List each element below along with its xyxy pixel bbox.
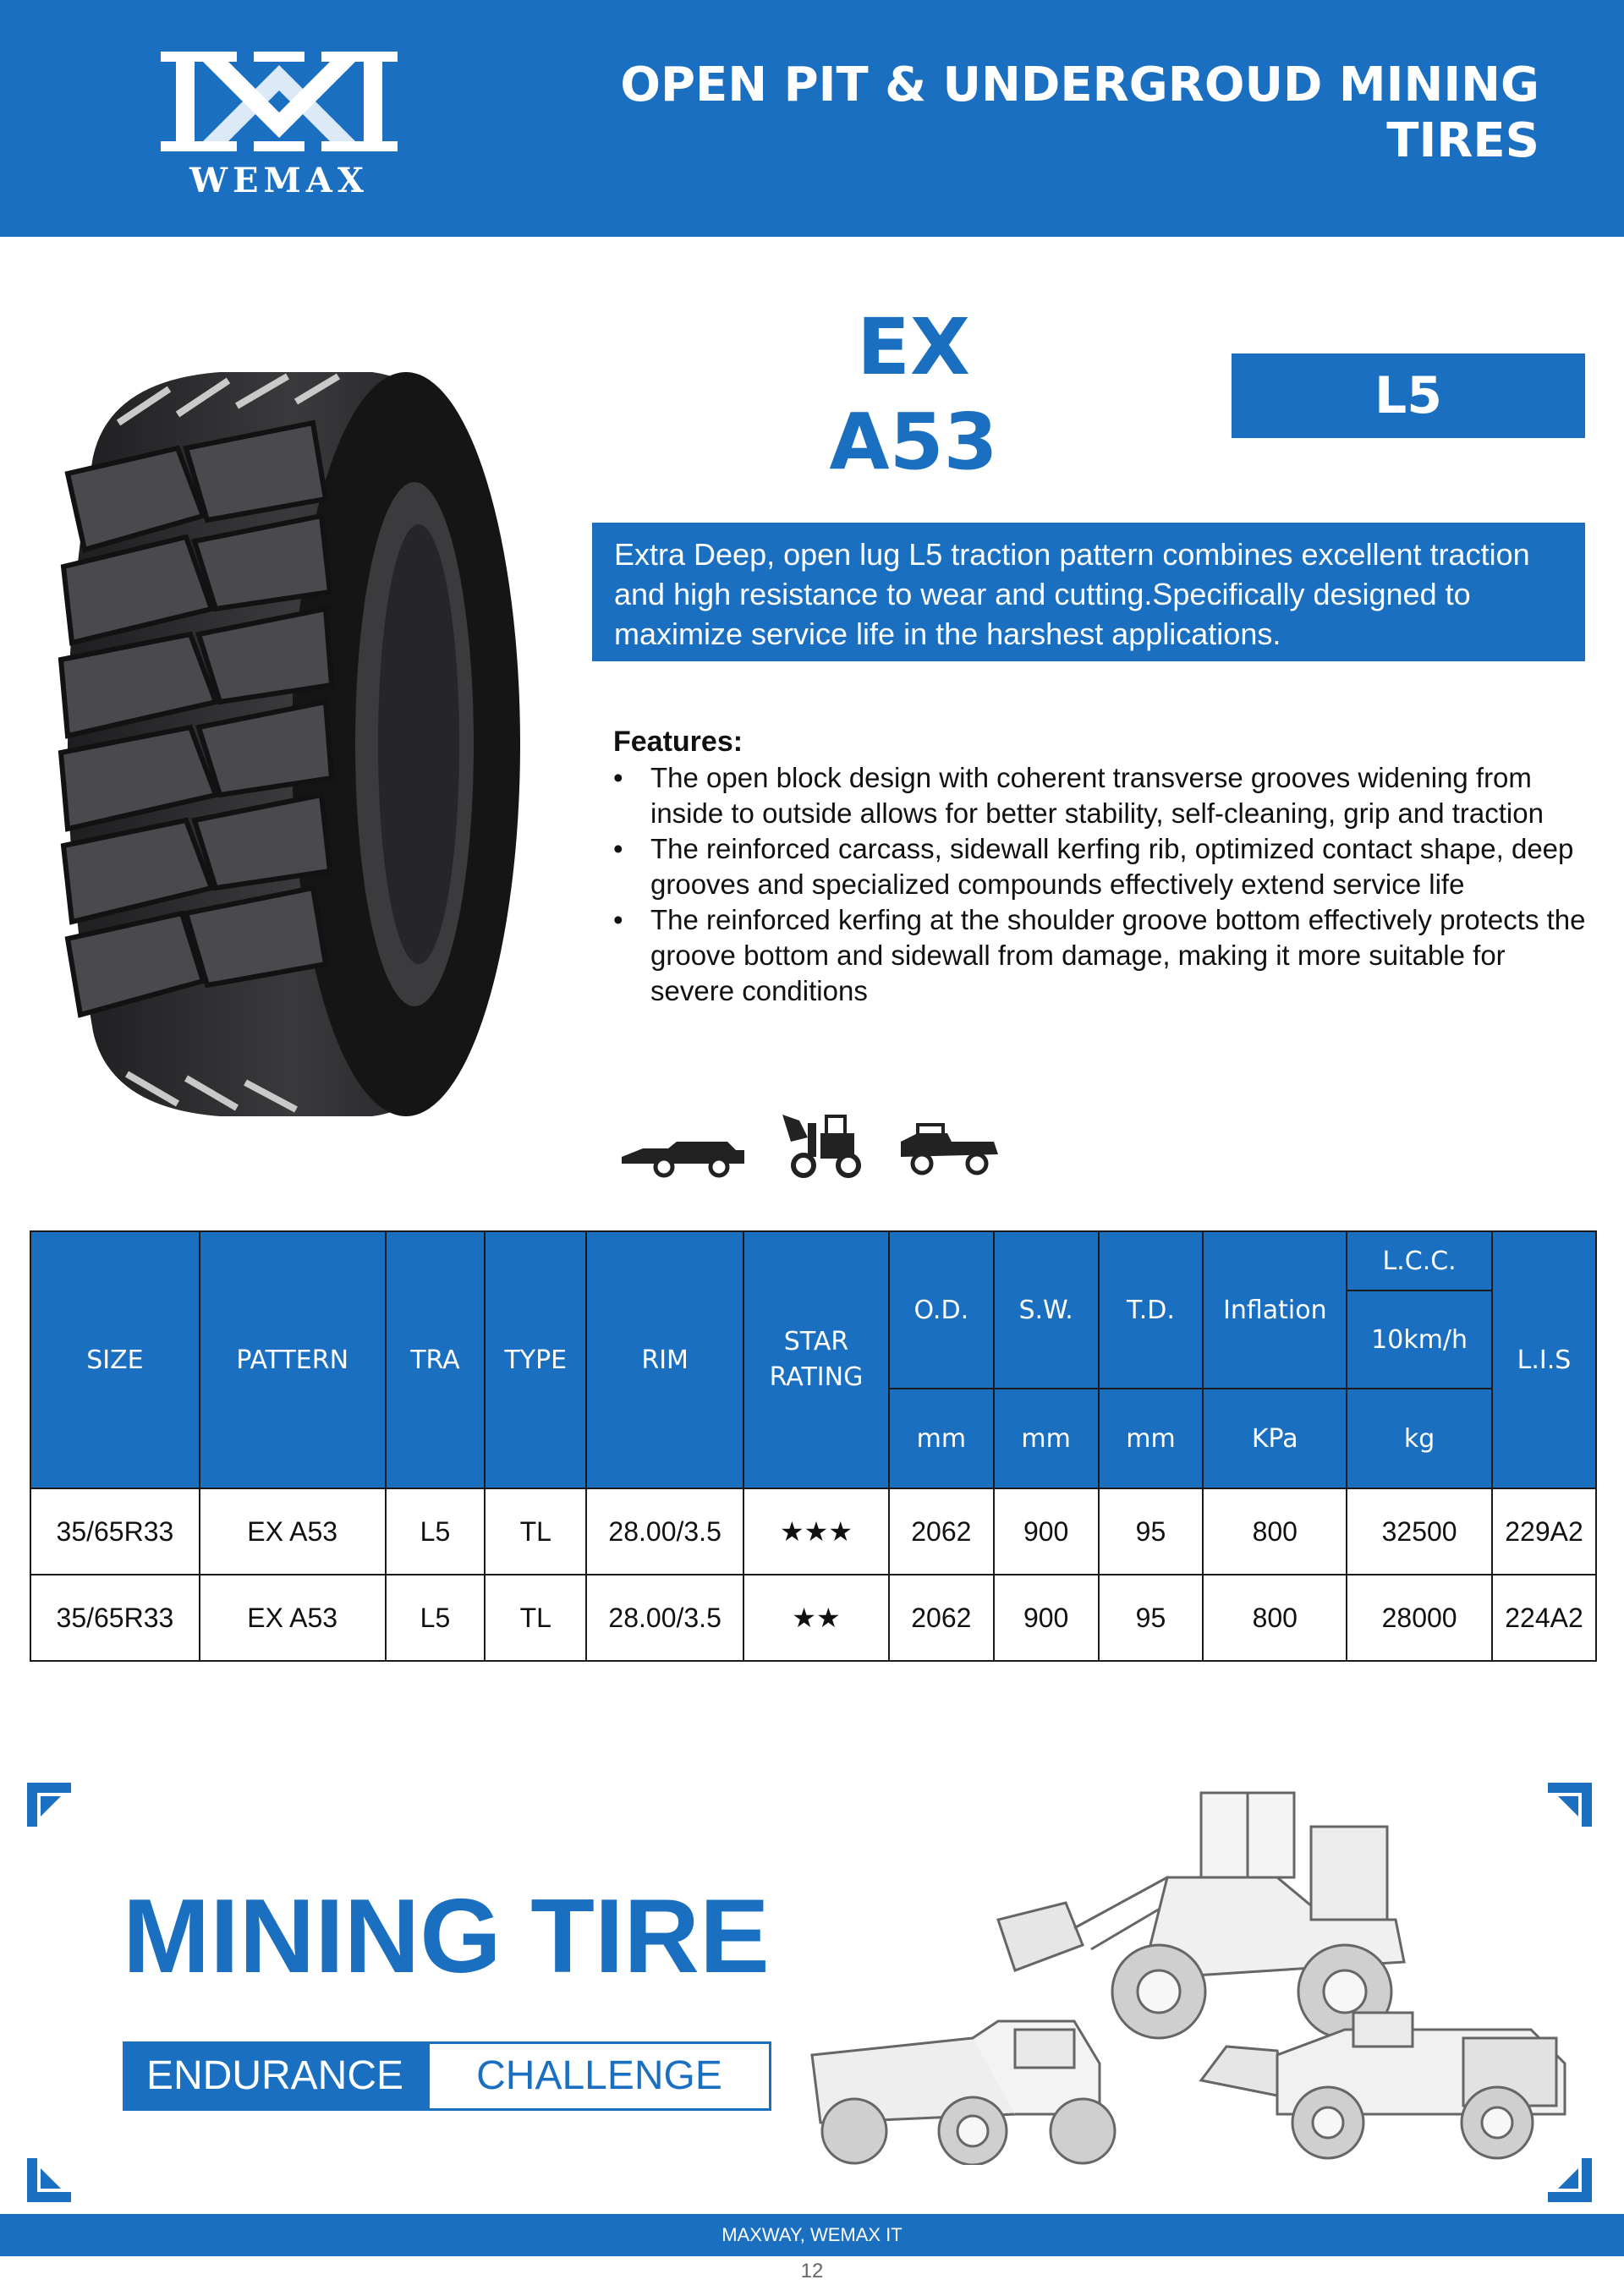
feature-item: • The reinforced carcass, sidewall kerfing rib, optimized contact shape, deep grooves and specialized compounds effectively extend service life: [613, 833, 1574, 900]
model-line2: A53: [829, 397, 998, 487]
vehicle-application-icons: [617, 1108, 1007, 1184]
cell-inflation: 800: [1203, 1575, 1347, 1661]
endurance-tag: ENDURANCE: [123, 2041, 427, 2111]
th-inflation: Inflation: [1203, 1231, 1347, 1389]
cell-td: 95: [1099, 1575, 1204, 1661]
underground-loader-icon: [622, 1142, 744, 1175]
th-td-unit: mm: [1099, 1389, 1204, 1488]
product-description: Extra Deep, open lug L5 traction pattern combines excellent traction and high resistance to wear and cutting.Specifically designed to maximize service life in the harshest applications.: [592, 523, 1585, 661]
dump-truck-drawing: [812, 2021, 1115, 2165]
tra-badge: L5: [1232, 353, 1585, 438]
underground-lhd-drawing: [1201, 2013, 1565, 2158]
th-sw-unit: mm: [994, 1389, 1099, 1488]
wheel-loader-drawing: [998, 1793, 1404, 2038]
cell-type: TL: [485, 1575, 586, 1661]
cell-rim: 28.00/3.5: [586, 1575, 743, 1661]
th-size: SIZE: [30, 1231, 200, 1488]
cell-od: 2062: [889, 1488, 994, 1575]
model-name: [787, 300, 1040, 490]
features-section: [613, 723, 1586, 1009]
page-number: 12: [800, 2260, 824, 2282]
cell-lis: 224A2: [1492, 1575, 1596, 1661]
mining-machines-illustration: [804, 1776, 1582, 2165]
cell-pattern: EX A53: [200, 1488, 386, 1575]
cell-tra: L5: [386, 1575, 486, 1661]
cell-lcc: 28000: [1347, 1575, 1492, 1661]
cell-size: 35/65R33: [30, 1488, 200, 1575]
th-lcc-unit: kg: [1347, 1389, 1492, 1488]
cell-rim: 28.00/3.5: [586, 1488, 743, 1575]
cell-size: 35/65R33: [30, 1575, 200, 1661]
cell-td: 95: [1099, 1488, 1204, 1575]
challenge-tag: CHALLENGE: [427, 2041, 771, 2111]
th-lis: L.I.S: [1492, 1231, 1596, 1488]
th-inflation-unit: KPa: [1203, 1389, 1347, 1488]
mining-tire-title: MINING TIRE: [123, 1878, 770, 1995]
feature-item: • The open block design with coherent transverse grooves widening from inside to outside allows for better stability, self-cleaning, grip and traction: [613, 762, 1544, 829]
cell-lis: 229A2: [1492, 1488, 1596, 1575]
wheel-loader-icon: [782, 1115, 859, 1175]
table-row: [30, 1488, 1596, 1575]
cell-stars: ★★: [743, 1575, 889, 1661]
cell-type: TL: [485, 1488, 586, 1575]
footer-bar: MAXWAY, WEMAX IT: [0, 2214, 1624, 2256]
feature-item: • The reinforced kerfing at the shoulder groove bottom effectively protects the groove bottom and sidewall from damage, making it more suitable for severe conditions: [613, 904, 1586, 1006]
features-list: [613, 760, 1586, 1009]
th-td: T.D.: [1099, 1231, 1204, 1389]
cell-od: 2062: [889, 1575, 994, 1661]
spec-table: [30, 1230, 1597, 1662]
tire-image: [34, 355, 541, 1133]
corner-mark-top-left: [27, 1783, 71, 1827]
cell-sw: 900: [994, 1575, 1099, 1661]
header-title-line1: OPEN PIT & UNDERGROUD MINING: [620, 58, 1539, 112]
th-od-unit: mm: [889, 1389, 994, 1488]
cell-stars: ★★★: [743, 1488, 889, 1575]
cell-inflation: 800: [1203, 1488, 1347, 1575]
mining-truck-icon: [901, 1125, 998, 1173]
th-type: TYPE: [485, 1231, 586, 1488]
cell-tra: L5: [386, 1488, 486, 1575]
page-header: [0, 0, 1624, 237]
cell-pattern: EX A53: [200, 1575, 386, 1661]
header-title-line2: TIRES: [1386, 113, 1539, 168]
cell-sw: 900: [994, 1488, 1099, 1575]
th-lcc: L.C.C.: [1347, 1231, 1492, 1290]
th-star-rating: STAR RATING: [743, 1231, 889, 1488]
cell-lcc: 32500: [1347, 1488, 1492, 1575]
th-lcc-speed: 10km/h: [1347, 1290, 1492, 1389]
logo-wordmark: WEMAX: [189, 161, 369, 199]
th-pattern: PATTERN: [200, 1231, 386, 1488]
wemax-logo: [152, 47, 406, 199]
th-sw: S.W.: [994, 1231, 1099, 1389]
header-title: [524, 58, 1539, 169]
th-tra: TRA: [386, 1231, 486, 1488]
th-od: O.D.: [889, 1231, 994, 1389]
th-rim: RIM: [586, 1231, 743, 1488]
model-line1: EX: [857, 302, 970, 392]
table-row: [30, 1575, 1596, 1661]
features-title: Features:: [613, 726, 743, 758]
corner-mark-bottom-left: [27, 2158, 71, 2202]
